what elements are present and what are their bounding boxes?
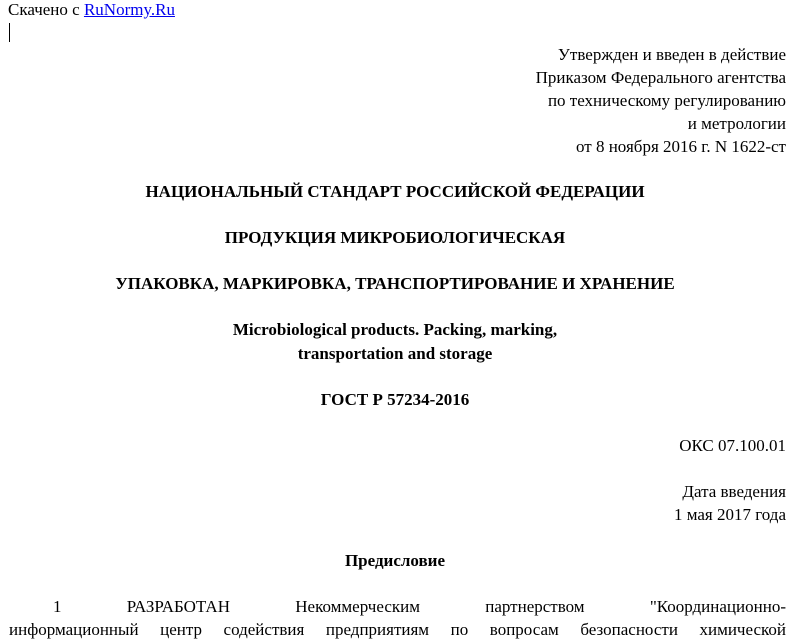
oks-code: ОКС 07.100.01 <box>679 436 786 455</box>
preface-paragraph-1 <box>9 595 786 641</box>
subject-title: УПАКОВКА, МАРКИРОВКА, ТРАНСПОРТИРОВАНИЕ И ХРАНЕНИЕ <box>115 274 675 293</box>
intro-date-block <box>674 480 786 526</box>
paragraph-line-1 <box>9 595 786 618</box>
approval-line-1: Утвержден и введен в действие <box>557 45 786 64</box>
paragraph-line-2: информационный центр содействия предприятиям по вопросам безопасности химической <box>9 620 786 639</box>
word-1: 1 <box>53 597 62 616</box>
source-line <box>8 0 175 21</box>
source-link[interactable]: RuNormy.Ru <box>83 0 175 19</box>
word-4: партнерством <box>485 597 585 616</box>
standard-code: ГОСТ Р 57234-2016 <box>320 390 470 409</box>
approval-line-5: от 8 ноября 2016 г. N 1622-ст <box>576 137 786 156</box>
english-title-line-1: Microbiological products. Packing, marking, <box>232 320 558 339</box>
product-title: ПРОДУКЦИЯ МИКРОБИОЛОГИЧЕСКАЯ <box>224 228 566 247</box>
preface-title: Предисловие <box>344 551 446 570</box>
text-cursor <box>9 23 10 42</box>
approval-block <box>536 43 786 158</box>
standard-heading: НАЦИОНАЛЬНЫЙ СТАНДАРТ РОССИЙСКОЙ ФЕДЕРАЦИИ <box>145 182 645 201</box>
source-prefix: Скачено с <box>8 0 84 19</box>
word-5: "Координационно- <box>649 597 786 616</box>
intro-date-value: 1 мая 2017 года <box>673 505 786 524</box>
english-title <box>0 318 790 366</box>
word-2: РАЗРАБОТАН <box>126 597 230 616</box>
intro-date-label: Дата введения <box>682 482 786 501</box>
approval-line-4: и метрологии <box>687 114 786 133</box>
approval-line-3: по техническому регулированию <box>547 91 786 110</box>
approval-line-2: Приказом Федерального агентства <box>535 68 786 87</box>
english-title-line-2: transportation and storage <box>297 344 493 363</box>
word-3: Некоммерческим <box>295 597 420 616</box>
